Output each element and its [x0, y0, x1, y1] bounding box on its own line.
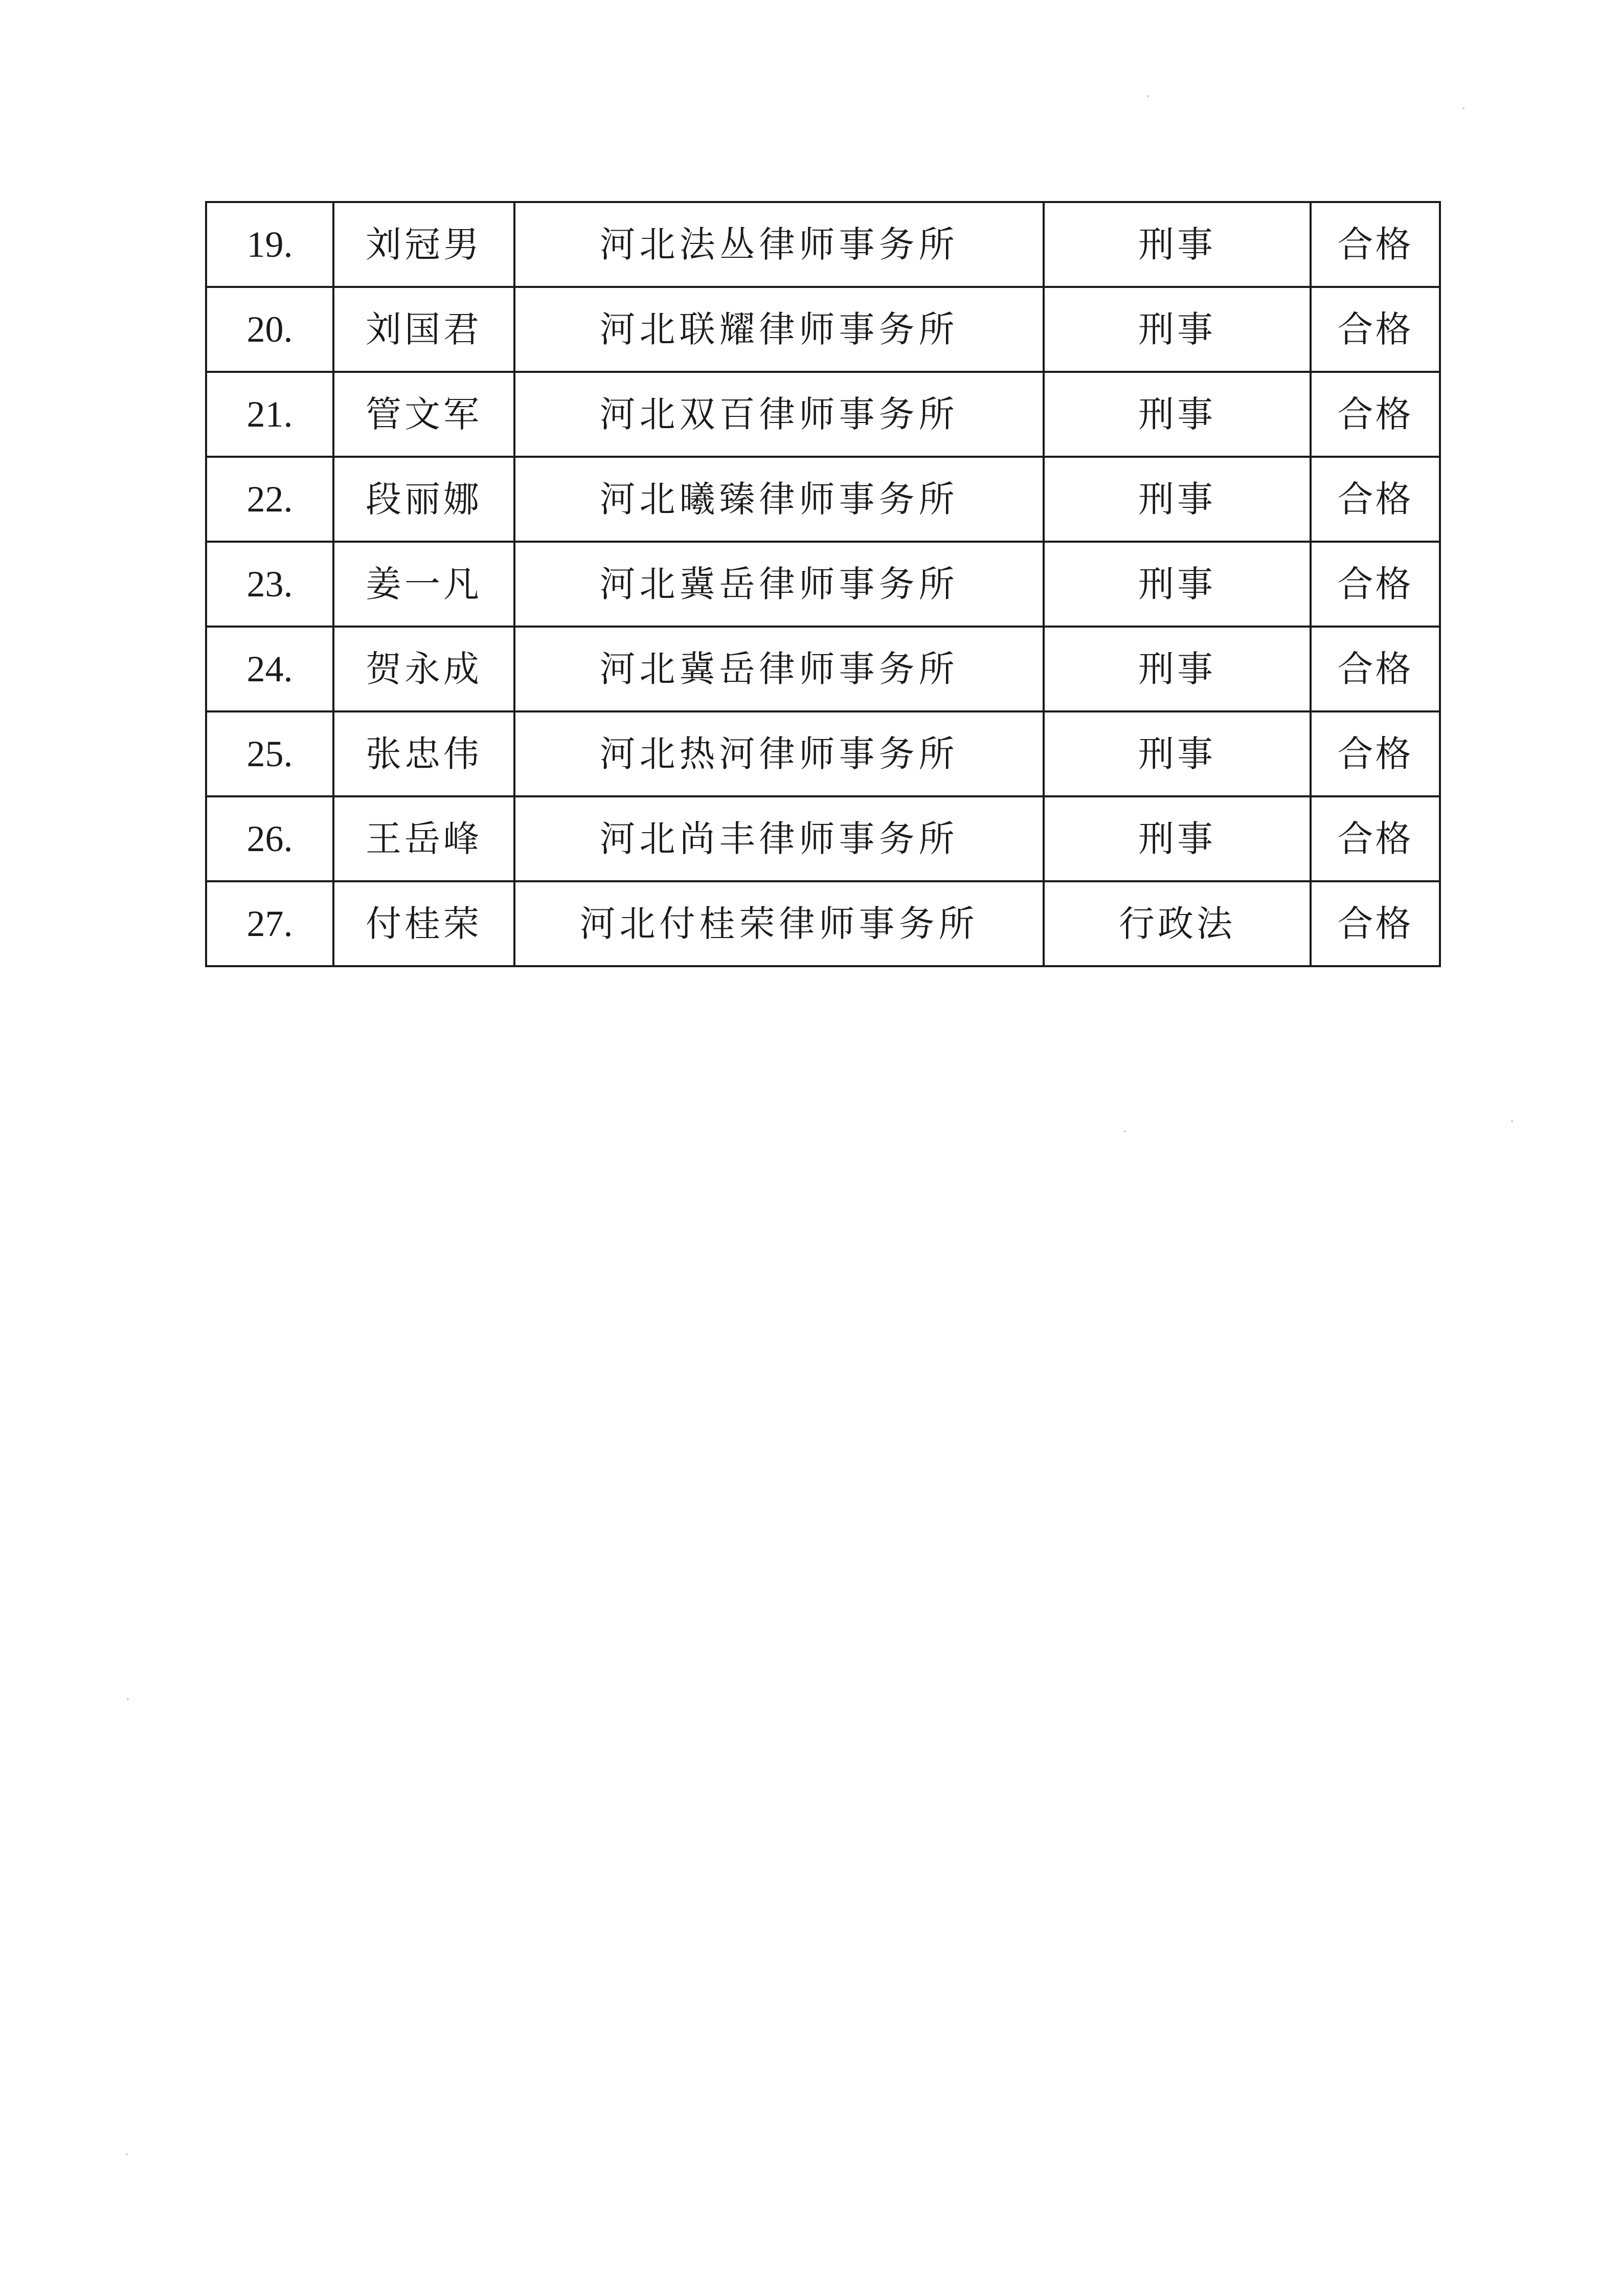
lawyer-name: 段丽娜 — [333, 457, 514, 542]
row-number: 19. — [206, 202, 333, 287]
lawyer-name: 张忠伟 — [333, 711, 514, 796]
lawyer-name: 贺永成 — [333, 627, 514, 711]
practice-field: 刑事 — [1044, 457, 1311, 542]
scan-speck — [126, 2153, 128, 2155]
lawyer-name: 管文军 — [333, 372, 514, 457]
law-firm: 河北法丛律师事务所 — [514, 202, 1044, 287]
scan-speck — [1511, 1120, 1513, 1122]
practice-field: 刑事 — [1044, 202, 1311, 287]
table-row — [206, 542, 1440, 627]
law-firm: 河北冀岳律师事务所 — [514, 627, 1044, 711]
row-number: 22. — [206, 457, 333, 542]
row-number: 23. — [206, 542, 333, 627]
scan-speck — [1124, 1130, 1126, 1132]
law-firm: 河北曦臻律师事务所 — [514, 457, 1044, 542]
assessment-result: 合格 — [1311, 542, 1440, 627]
assessment-result: 合格 — [1311, 881, 1440, 966]
row-number: 27. — [206, 881, 333, 966]
assessment-result: 合格 — [1311, 711, 1440, 796]
row-number: 26. — [206, 796, 333, 881]
practice-field: 刑事 — [1044, 627, 1311, 711]
table-row — [206, 796, 1440, 881]
table-row — [206, 881, 1440, 966]
row-number: 24. — [206, 627, 333, 711]
row-number: 21. — [206, 372, 333, 457]
law-firm: 河北热河律师事务所 — [514, 711, 1044, 796]
practice-field: 刑事 — [1044, 542, 1311, 627]
scan-speck — [1147, 95, 1149, 97]
row-number: 25. — [206, 711, 333, 796]
table-row — [206, 202, 1440, 287]
table-row — [206, 627, 1440, 711]
law-firm: 河北付桂荣律师事务所 — [514, 881, 1044, 966]
lawyer-name: 刘冠男 — [333, 202, 514, 287]
practice-field: 刑事 — [1044, 372, 1311, 457]
assessment-result: 合格 — [1311, 372, 1440, 457]
scan-speck — [1462, 107, 1464, 109]
table-row — [206, 711, 1440, 796]
assessment-result: 合格 — [1311, 287, 1440, 372]
law-firm: 河北冀岳律师事务所 — [514, 542, 1044, 627]
lawyer-name: 付桂荣 — [333, 881, 514, 966]
assessment-result: 合格 — [1311, 202, 1440, 287]
scan-speck — [127, 1698, 129, 1700]
lawyer-roster-table — [205, 201, 1441, 967]
row-number: 20. — [206, 287, 333, 372]
law-firm: 河北双百律师事务所 — [514, 372, 1044, 457]
table-row — [206, 287, 1440, 372]
practice-field: 刑事 — [1044, 287, 1311, 372]
lawyer-name: 王岳峰 — [333, 796, 514, 881]
law-firm: 河北联耀律师事务所 — [514, 287, 1044, 372]
table-row — [206, 457, 1440, 542]
law-firm: 河北尚丰律师事务所 — [514, 796, 1044, 881]
practice-field: 刑事 — [1044, 711, 1311, 796]
assessment-result: 合格 — [1311, 796, 1440, 881]
assessment-result: 合格 — [1311, 627, 1440, 711]
practice-field: 刑事 — [1044, 796, 1311, 881]
lawyer-name: 刘国君 — [333, 287, 514, 372]
lawyer-name: 姜一凡 — [333, 542, 514, 627]
assessment-result: 合格 — [1311, 457, 1440, 542]
table-row — [206, 372, 1440, 457]
practice-field: 行政法 — [1044, 881, 1311, 966]
